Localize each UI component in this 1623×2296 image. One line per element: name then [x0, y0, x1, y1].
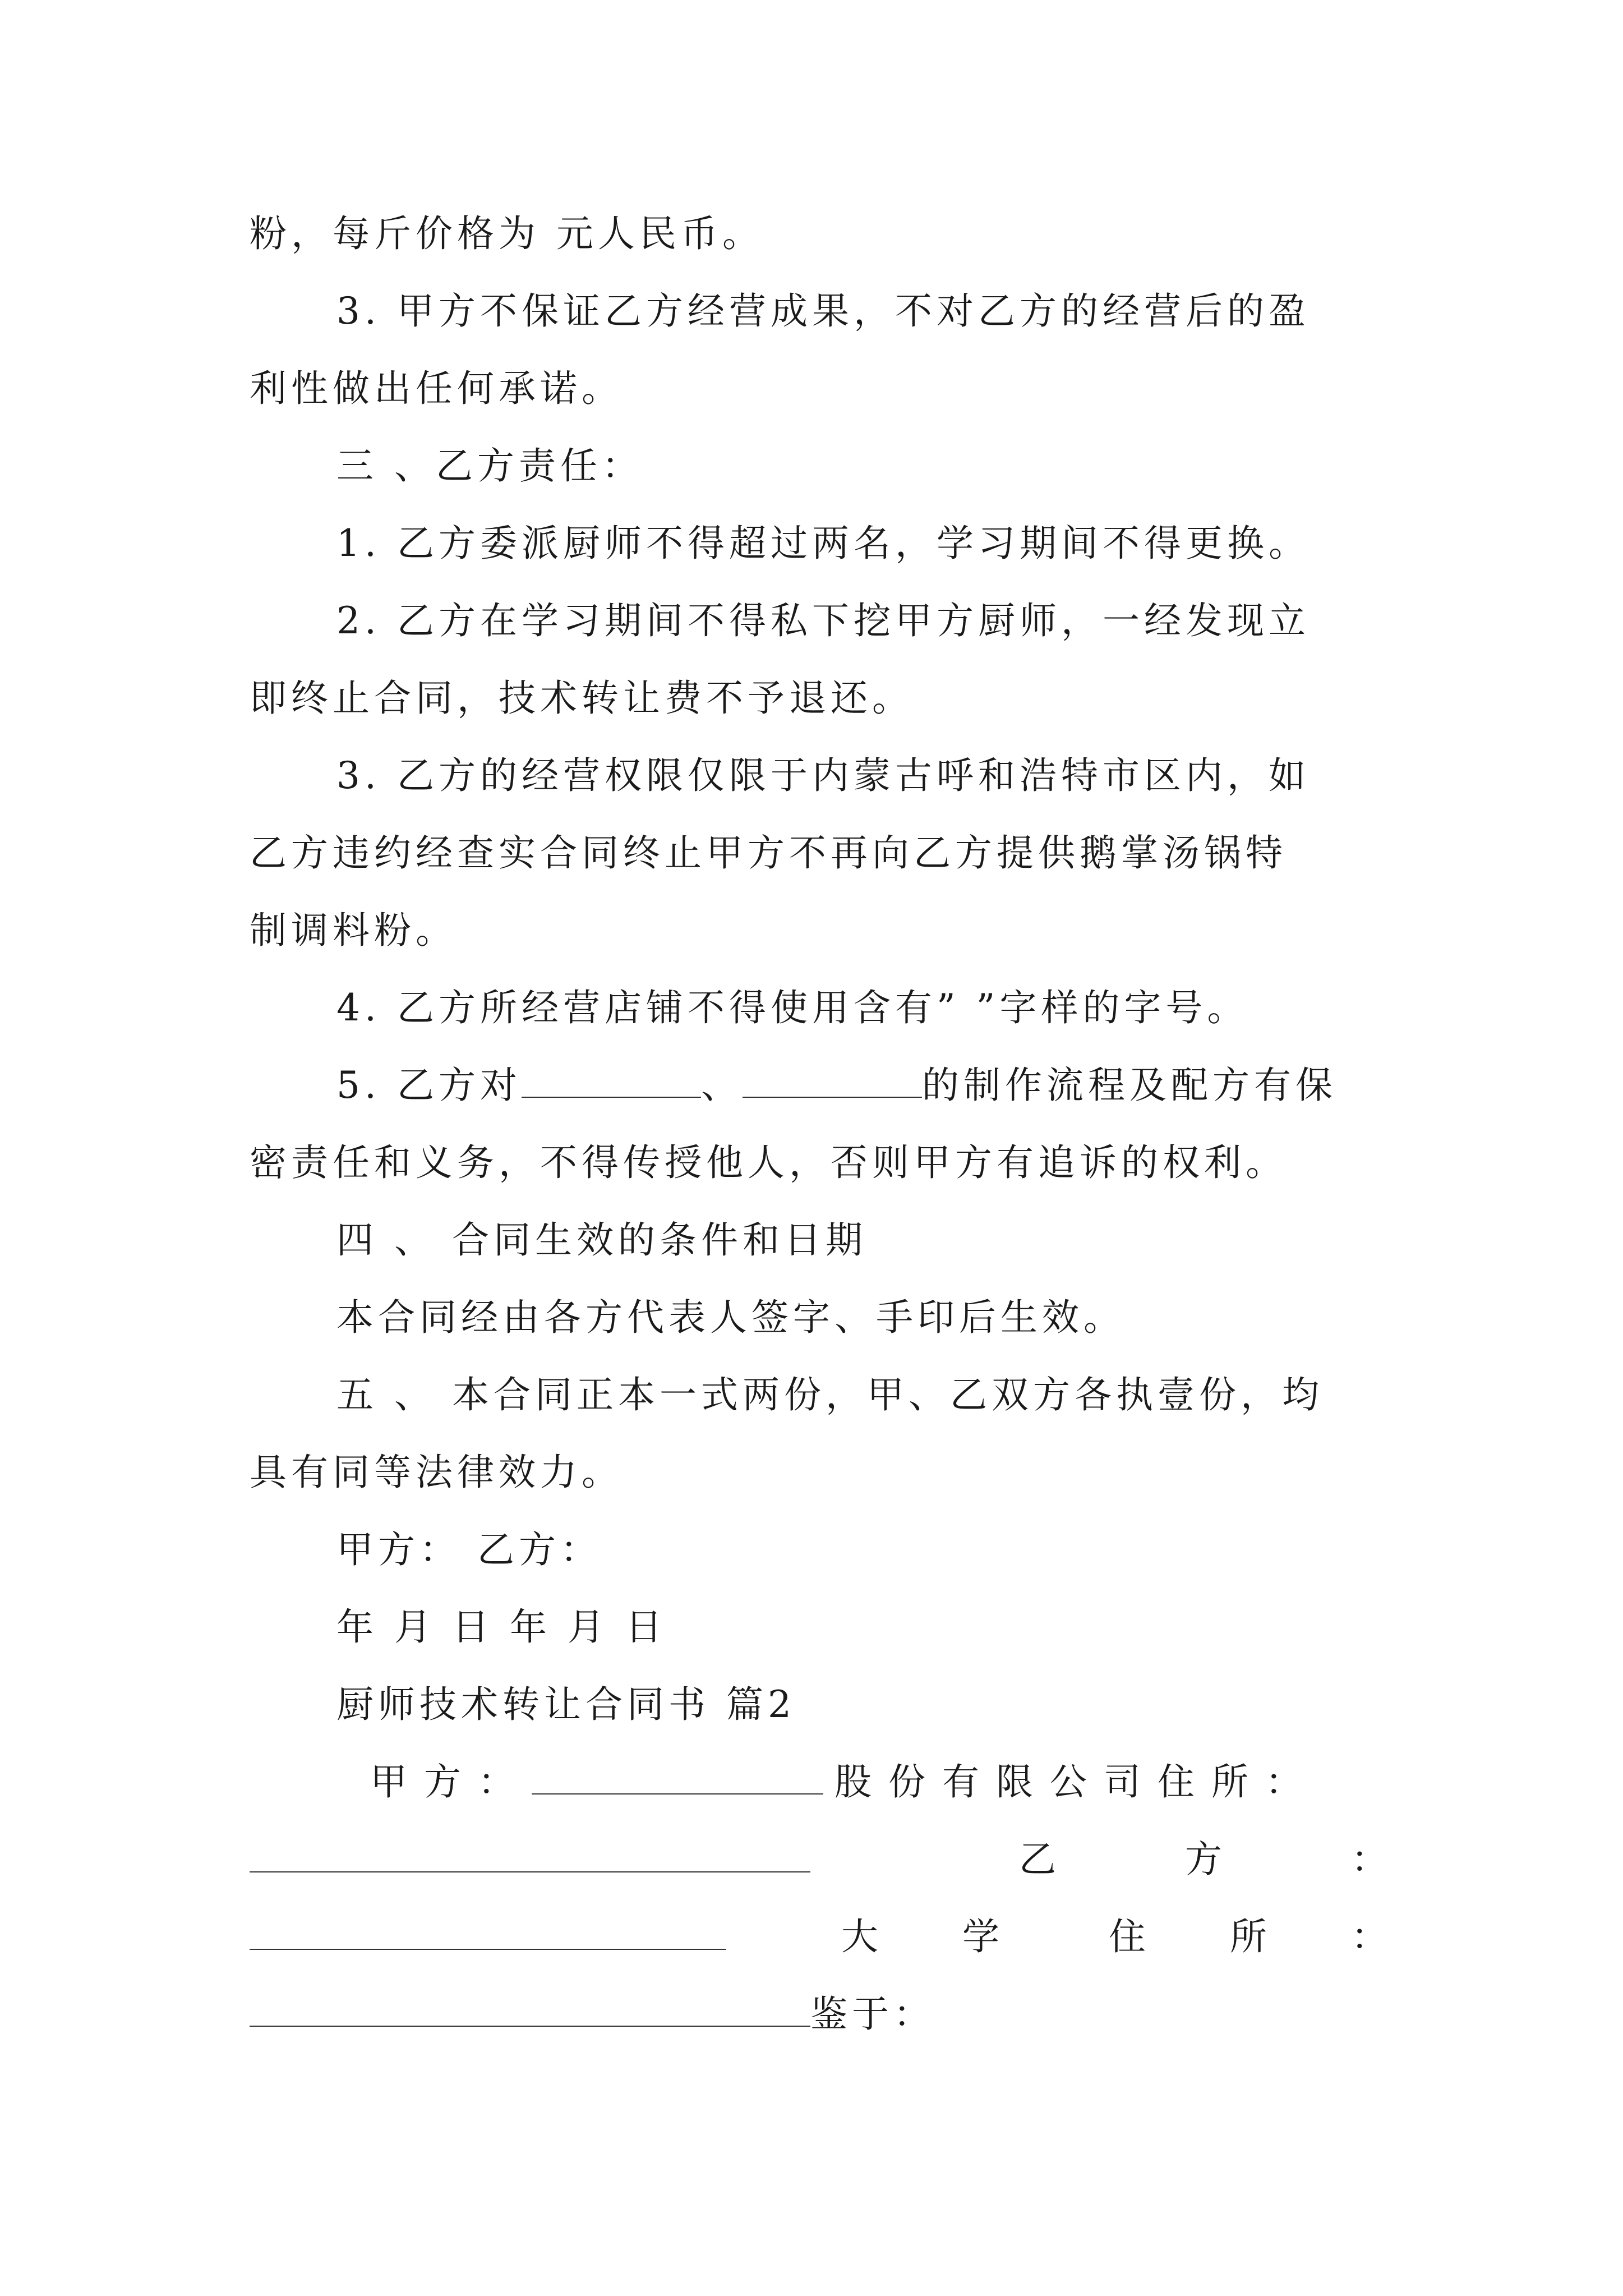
whereas-label: 鉴于：: [810, 1993, 935, 2036]
date-line: 年 月 日 年 月 日: [336, 1605, 667, 1649]
item-5-line: [336, 1060, 1388, 1111]
text-line: 即终止合同，技术转让费不予退还。: [250, 677, 914, 720]
text-line: 五 、 本合同正本一式两份，甲、乙双方各执壹份，均: [336, 1373, 1324, 1416]
item-5-prefix: 5. 乙方对: [336, 1064, 522, 1107]
text-line: 密责任和义务，不得传授他人，否则甲方有追诉的权利。: [250, 1141, 1287, 1184]
university-line: [250, 1912, 1472, 1962]
whereas-line: [250, 1989, 1388, 2040]
address-label: 住所：: [1109, 1915, 1472, 1958]
section-heading: 三 、乙方责任：: [336, 444, 643, 487]
signature-line: 甲方： 乙方：: [336, 1528, 602, 1571]
text-line: 粉，每斤价格为 元人民币。: [250, 212, 764, 255]
section-title: 厨师技术转让合同书 篇2: [336, 1683, 796, 1726]
text-line: 利性做出任何承诺。: [250, 367, 623, 410]
party-a-suffix: 股份有限公司住所：: [834, 1760, 1319, 1803]
blank-field: [250, 1993, 810, 2027]
text-line: 2. 乙方在学习期间不得私下挖甲方厨师，一经发现立: [336, 599, 1310, 642]
text-line: 具有同等法律效力。: [250, 1451, 623, 1494]
text-line: 制调料粉。: [250, 909, 457, 952]
text-line: 3. 甲方不保证乙方经营成果，不对乙方的经营后的盈: [336, 289, 1310, 333]
blank-field: [250, 1871, 810, 1872]
section-heading: 四 、 合同生效的条件和日期: [336, 1218, 867, 1262]
text-line: 4. 乙方所经营店铺不得使用含有” ”字样的字号。: [336, 986, 1249, 1029]
blank-field: [250, 1949, 726, 1950]
blank-field: [532, 1761, 823, 1795]
text-line: 本合同经由各方代表人签字、手印后生效。: [336, 1296, 1125, 1339]
party-b-line: [250, 1834, 1517, 1885]
party-a-label: 甲方：: [370, 1760, 532, 1803]
item-5-separator: 、: [700, 1064, 743, 1107]
blank-field: [522, 1064, 701, 1098]
party-b-label: 乙方：: [1019, 1838, 1517, 1881]
blank-field: [743, 1064, 922, 1098]
university-label: 大学: [841, 1915, 1083, 1958]
item-5-suffix: 的制作流程及配方有保: [921, 1064, 1337, 1107]
party-a-line: [370, 1757, 1388, 1807]
text-line: 3. 乙方的经营权限仅限于内蒙古呼和浩特市区内，如: [336, 754, 1310, 797]
text-line: 乙方违约经查实合同终止甲方不再向乙方提供鹅掌汤锅特: [250, 831, 1287, 875]
text-line: 1. 乙方委派厨师不得超过两名，学习期间不得更换。: [336, 522, 1310, 565]
